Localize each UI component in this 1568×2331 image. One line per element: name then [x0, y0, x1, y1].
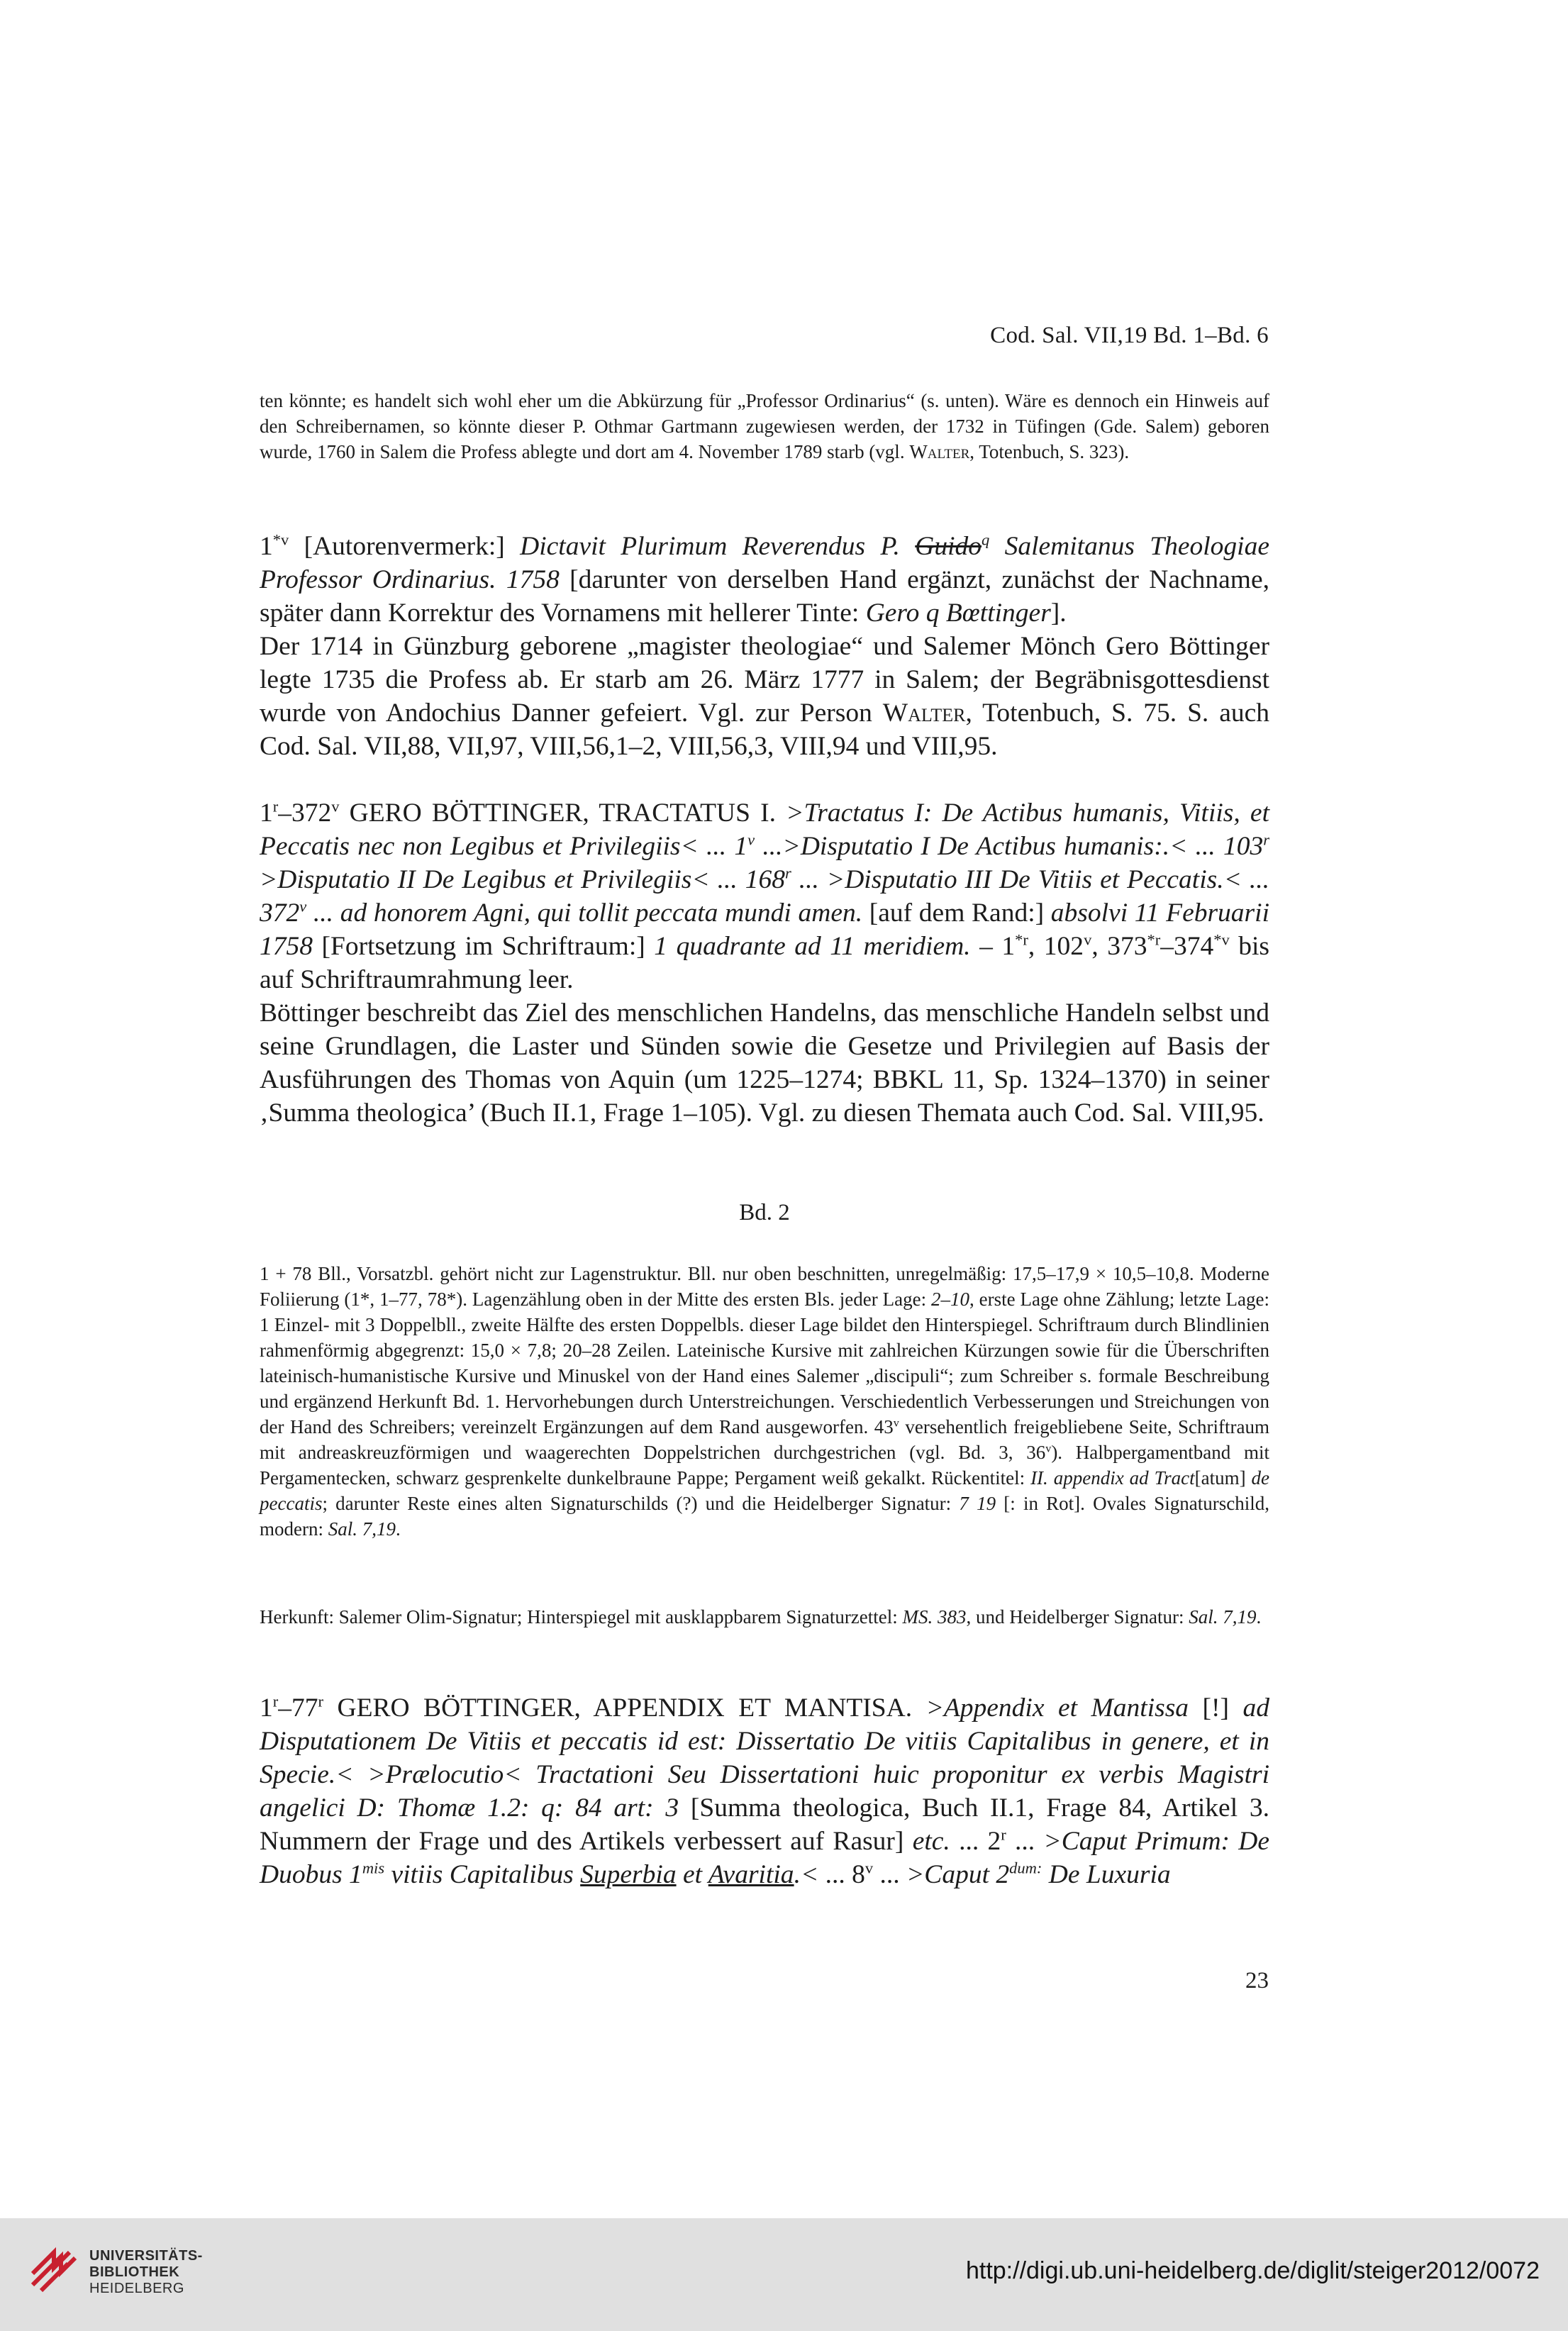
herkunft-text: , und Heidelberger Signatur:	[966, 1606, 1189, 1628]
codicology-italic: 7 19	[959, 1493, 996, 1514]
boettinger-bio-paragraph	[260, 630, 1269, 763]
autorenvermerk-paragraph	[260, 530, 1269, 630]
folio-sup: v	[299, 897, 307, 916]
latin-note: absolvi 11 Februarii 1758	[260, 899, 1269, 961]
intro-author-walter: Walter	[909, 441, 970, 462]
folio-sup: r	[1001, 1825, 1006, 1844]
latin-incipit: vitiis Capitalibus	[384, 1860, 581, 1889]
text-sup: dum:	[1009, 1859, 1042, 1877]
codicology-text: 1 + 78 Bll., Vorsatzbl. gehört nicht zur Lagenstruktur. Bll. nur oben beschnitten, unregelmäßig: 17,5–17,9 × 10,5–10,8. Moderne Foliierung (1*, 1–77, 78*). Lagenzählung oben in der Mitte des ersten Bls. jeder Lage:	[260, 1263, 1269, 1310]
library-logo-text	[89, 2248, 203, 2297]
editorial-note: [auf dem Rand:]	[862, 899, 1051, 928]
codicology-text: [atum]	[1194, 1467, 1252, 1489]
folio-ref: – 1	[970, 932, 1016, 961]
herkunft-italic: MS. 383	[902, 1606, 967, 1628]
herkunft-italic: Sal. 7,19	[1189, 1606, 1257, 1628]
folio-sup: *v	[1213, 930, 1230, 949]
text-sup: mis	[362, 1859, 385, 1877]
folio-sup: r	[785, 864, 791, 882]
inscription-text: Dictavit Plurimum Reverendus P.	[520, 532, 916, 561]
folio-sup: v	[331, 797, 340, 816]
logo-line-1: UNIVERSITÄTS-	[89, 2248, 203, 2264]
editorial-note: ...	[873, 1860, 906, 1889]
struck-name: Guido	[915, 532, 982, 561]
bio-text-a: Der 1714 in Günzburg geborene „magister theologiae“ und Salemer Mönch Gero Böttinger legte 1735 die Profess ab. Er starb am 26. März 1777 in Salem; der Begräbnisgottesdienst wurde von Andochius Danner gefeiert. Vgl. zur Person	[260, 632, 1269, 728]
intro-text-b: , Totenbuch, S. 323).	[969, 441, 1130, 462]
latin-incipit: ...>Disputatio I De Actibus humanis:.< ... 103	[755, 832, 1264, 861]
folio-sup: r	[272, 797, 279, 816]
page-number: 23	[1245, 1968, 1269, 1993]
logo-line-2: BIBLIOTHEK	[89, 2264, 180, 2280]
folio-ref: –374	[1160, 932, 1214, 961]
editorial-note: [Fortsetzung im Schriftraum:]	[313, 932, 655, 961]
intro-text-a: ten könnte; es handelt sich wohl eher um die Abkürzung für „Professor Ordinarius“ (s. unten). Wäre es dennoch ein Hinweis auf den Schreibernamen, so könnte dieser P. Othmar Gartmann zugewiesen werden, der 1732 in Tüfingen (Gde. Salem) geboren wurde, 1760 in Salem die Profess ablegte und dort am 4. November 1789 starb (vgl.	[260, 390, 1269, 462]
latin-incipit: >Caput 2	[906, 1860, 1010, 1889]
folio-ref: , 102	[1028, 932, 1084, 961]
codicology-text: ). Halbpergamentband mit Pergamentecken, schwarz gesprenkelte dunkelbraune Pappe; Pergament weiß gekalkt. Rückentitel:	[260, 1442, 1269, 1489]
herkunft-text: .	[1256, 1606, 1262, 1628]
latin-incipit: De Luxuria	[1042, 1860, 1171, 1889]
editorial-note: [!]	[1189, 1693, 1243, 1723]
appendix-block	[260, 1691, 1269, 1891]
editorial-note: bis auf Schriftraumrahmung leer.	[260, 932, 1270, 994]
codicology-italic: 2–10	[930, 1289, 969, 1310]
inscription-text: Salemitanus Theologiae Professor Ordinarius. 1758	[260, 532, 1269, 594]
herkunft-block	[260, 1604, 1269, 1630]
latin-incipit: >Tractatus I: De Actibus humanis, Vitiis, et Peccatis nec non Legibus et Privilegiis< ... 1	[260, 799, 1269, 861]
section-heading-bd2: Bd. 2	[739, 1200, 790, 1225]
latin-incipit: ... >Disputatio III De Vitiis et Peccatis.< ... 372	[260, 865, 1270, 928]
codicology-italic: de peccatis	[260, 1467, 1269, 1514]
folio-ref: ... 2	[950, 1827, 1001, 1856]
intro-paragraph	[260, 388, 1269, 464]
folio-sup: r	[318, 1692, 323, 1710]
folio-ref: 1	[260, 799, 273, 828]
editorial-note: ...	[1006, 1827, 1044, 1856]
codicology-italic: Sal. 7,19	[328, 1518, 396, 1540]
folio-sup: v	[1084, 930, 1092, 949]
folio-sup: *r	[1015, 930, 1028, 949]
inscription-name: Gero q Bœttinger	[865, 599, 1051, 628]
editorial-note: [Summa theologica, Buch II.1, Frage 84, Artikel 3. Nummern der Frage und des Artikels verbessert auf Rasur]	[260, 1793, 1269, 1856]
folio-sup: r	[1263, 830, 1269, 849]
underlined-word: Superbia	[580, 1860, 677, 1889]
folio-ref: ... 8	[818, 1860, 865, 1889]
codicology-text: .	[396, 1518, 401, 1540]
logo-line-3: HEIDELBERG	[89, 2281, 184, 2296]
library-logo-icon[interactable]	[27, 2232, 81, 2295]
codicology-italic: II. appendix ad Tract	[1030, 1467, 1195, 1489]
latin-note: etc.	[912, 1827, 950, 1856]
codicology-text: , erste Lage ohne Zählung; letzte Lage: 1 Einzel- mit 3 Doppelbll., zweite Hälfte des ersten Doppelbls. dieser Lage bildet den Hinterspiegel. Schriftraum durch Blindlinien rahmenförmig abgegrenzt: 15,0 × 7,8; 20–28 Zeilen. Lateinische Kursive mit zahlreichen Kürzungen sowie für die Überschriften lateinisch-humanistische Kursive und Minuskel von der Hand eines Salemer „discipuli“; zum Schreiber s. formale Beschreibung und ergänzend Herkunft Bd. 1. Hervorhebungen durch Unterstreichungen. Verschiedentlich Verbesserungen und Streichungen von der Hand des Schreibers; vereinzelt Ergänzungen auf dem Rand ausgeworfen. 43	[260, 1289, 1269, 1437]
editorial-note: [darunter von derselben Hand ergänzt, zunächst der Nachname, später dann Korrektur des Vornamens mit hellerer Tinte:	[260, 565, 1269, 628]
folio-sup: v	[1045, 1442, 1052, 1455]
editorial-note: ].	[1050, 599, 1067, 628]
running-head: Cod. Sal. VII,19 Bd. 1–Bd. 6	[990, 323, 1269, 348]
latin-incipit: et	[676, 1860, 708, 1889]
autorenvermerk-label: [Autorenvermerk:]	[289, 532, 521, 561]
latin-incipit: ad Disputationem De Vitiis et peccatis id est: Dissertatio De vitiis Capitalibus in genere, et in Specie.< >Prælocutio< Tractationi Seu Dissertationi huic proponitur ex verbis Magistri angelici D: Thomæ 1.2: q: 84 art: 3	[260, 1693, 1270, 1823]
latin-incipit: >Disputatio II De Legibus et Privilegiis< ... 168	[260, 865, 786, 894]
folio-ref: , 373	[1091, 932, 1147, 961]
folio-sup: v	[893, 1416, 899, 1430]
herkunft-paragraph	[260, 1604, 1269, 1630]
codicology-text: [: in Rot]. Ovales Signaturschild, modern:	[260, 1493, 1270, 1540]
bio-text-b: , Totenbuch, S. 75. S. auch Cod. Sal. VII,88, VII,97, VIII,56,1–2, VIII,56,3, VIII,94 und VIII,95.	[260, 699, 1269, 761]
tractatus-paragraph	[260, 796, 1269, 996]
tractatus-block	[260, 796, 1269, 1130]
source-url-link[interactable]: http://digi.ub.uni-heidelberg.de/diglit/steiger2012/0072	[965, 2257, 1540, 2284]
herkunft-text: Herkunft: Salemer Olim-Signatur; Hinterspiegel mit ausklappbarem Signaturzettel:	[260, 1606, 903, 1628]
codicology-text: ; darunter Reste eines alten Signaturschilds (?) und die Heidelberger Signatur:	[322, 1493, 960, 1514]
folio-sup: *v	[272, 530, 289, 549]
latin-incipit: >Appendix et Mantissa	[925, 1693, 1189, 1723]
underlined-word: Avaritia	[708, 1860, 794, 1889]
folio-sup: v	[747, 830, 755, 849]
codicology-paragraph	[260, 1261, 1269, 1542]
codicology-block	[260, 1261, 1269, 1542]
bio-author-walter: Walter	[882, 699, 966, 728]
work-heading: GERO BÖTTINGER, TRACTATUS I.	[339, 799, 786, 828]
autorenvermerk-block	[260, 530, 1269, 763]
folio-sup: *r	[1147, 930, 1161, 949]
latin-note: 1 quadrante ad 11 meridiem.	[654, 932, 971, 961]
folio-ref: –372	[278, 799, 332, 828]
folio-sup: v	[864, 1859, 874, 1877]
work-heading: GERO BÖTTINGER, APPENDIX ET MANTISA.	[323, 1693, 926, 1723]
folio-ref: –77	[278, 1693, 318, 1723]
latin-incipit: >Caput Primum: De Duobus 1	[260, 1827, 1270, 1889]
codicology-text: versehentlich freigebliebene Seite, Schriftraum mit andreaskreuzförmigen und waagerechten Doppelstrichen durchgestrichen (vgl. Bd. 3, 36	[260, 1416, 1269, 1463]
folio-ref: 1	[260, 532, 273, 561]
latin-explicit: ... ad honorem Agni, qui tollit peccata mundi amen.	[306, 899, 863, 928]
struck-sup: q	[982, 530, 990, 549]
folio-sup: r	[272, 1692, 279, 1710]
appendix-paragraph	[260, 1691, 1269, 1891]
latin-incipit: .<	[794, 1860, 819, 1889]
folio-ref: 1	[260, 1693, 273, 1723]
tractatus-description: Böttinger beschreibt das Ziel des menschlichen Handelns, das menschliche Handeln selbst und seine Grundlagen, die Laster und Sünden sowie die Gesetze und Privilegien auf Basis der Ausführungen des Thomas von Aquin (um 1225–1274; BBKL 11, Sp. 1324–1370) in seiner ‚Summa theologica’ (Buch II.1, Frage 1–105). Vgl. zu diesen Themata auch Cod. Sal. VIII,95.	[260, 998, 1269, 1128]
